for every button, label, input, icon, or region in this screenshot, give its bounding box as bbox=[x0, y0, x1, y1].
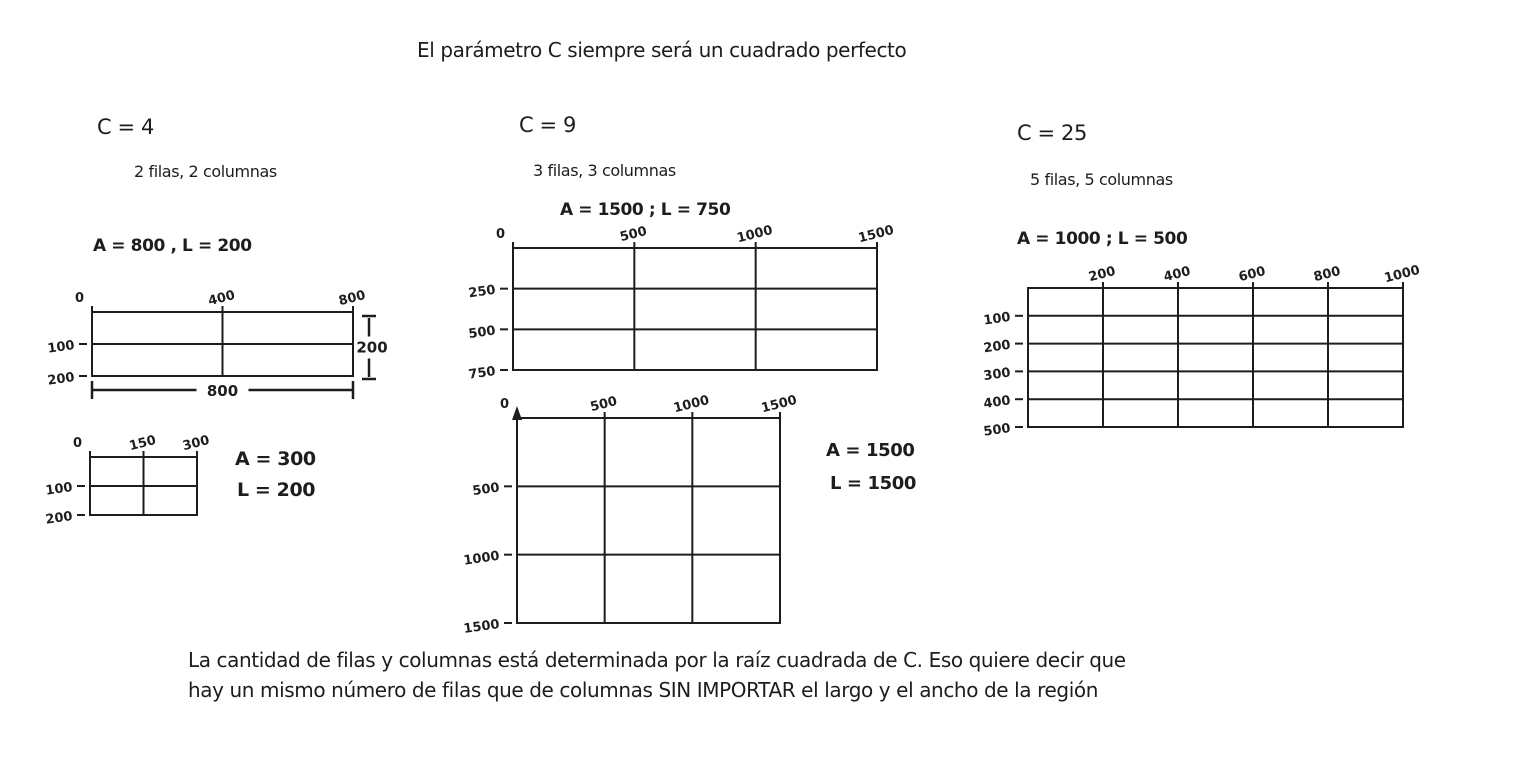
left-axis-label: 1500 bbox=[462, 617, 501, 637]
top-axis-label: 150 bbox=[127, 433, 158, 455]
c4-width-measure bbox=[92, 381, 353, 400]
top-axis-label: 200 bbox=[1087, 264, 1118, 286]
left-axis-label: 100 bbox=[46, 338, 76, 357]
c4-small-length-annotation: L = 200 bbox=[237, 479, 316, 501]
c25-subtitle: 5 filas, 5 columnas bbox=[1030, 170, 1173, 189]
left-axis-label: 100 bbox=[982, 309, 1012, 329]
left-axis-label: 400 bbox=[982, 393, 1012, 412]
c25-grid bbox=[983, 263, 1422, 440]
top-axis-label: 0 bbox=[499, 397, 509, 412]
top-axis-label: 800 bbox=[1312, 264, 1343, 286]
c9-square-length-annotation: L = 1500 bbox=[830, 473, 916, 494]
left-axis-label: 500 bbox=[467, 323, 497, 343]
left-axis-label: 200 bbox=[46, 370, 76, 389]
top-axis-label: 0 bbox=[495, 227, 505, 242]
c9-grid-square bbox=[463, 393, 799, 637]
left-axis-label: 750 bbox=[467, 364, 497, 383]
c4-label: C = 4 bbox=[97, 115, 154, 139]
c4-params: A = 800 , L = 200 bbox=[93, 236, 252, 256]
top-axis-label: 1000 bbox=[735, 222, 775, 247]
top-axis-label: 1000 bbox=[672, 392, 711, 417]
page-title: El parámetro C siempre será un cuadrado perfecto bbox=[417, 38, 907, 62]
left-axis-label: 250 bbox=[467, 282, 497, 302]
top-axis-label: 400 bbox=[1162, 264, 1193, 286]
c9-params: A = 1500 ; L = 750 bbox=[560, 200, 731, 220]
left-axis-label: 200 bbox=[44, 509, 74, 528]
footer-line-1: La cantidad de filas y columnas está determinada por la raíz cuadrada de C. Eso quiere decir que bbox=[188, 648, 1126, 672]
measure-value: 800 bbox=[206, 382, 239, 400]
c25-label: C = 25 bbox=[1017, 121, 1087, 145]
c4-subtitle: 2 filas, 2 columnas bbox=[134, 162, 277, 181]
top-axis-label: 1000 bbox=[1382, 262, 1422, 287]
top-axis-label: 1500 bbox=[759, 392, 799, 417]
top-axis-label: 500 bbox=[588, 394, 619, 416]
c4-height-measure bbox=[356, 316, 387, 379]
c4-grid-main bbox=[47, 288, 368, 389]
top-axis-label: 0 bbox=[72, 436, 82, 451]
left-axis-label: 500 bbox=[471, 480, 501, 500]
grid-outline bbox=[517, 418, 780, 623]
grid-outline bbox=[513, 248, 877, 370]
top-axis-label: 500 bbox=[618, 224, 649, 246]
c25-params: A = 1000 ; L = 500 bbox=[1017, 229, 1188, 249]
c9-square-area-annotation: A = 1500 bbox=[826, 440, 915, 461]
top-axis-label: 600 bbox=[1237, 264, 1268, 286]
axis-origin-arrow-icon bbox=[512, 406, 522, 420]
c9-subtitle: 3 filas, 3 columnas bbox=[533, 161, 676, 180]
grid-outline bbox=[1028, 288, 1403, 427]
footer-line-2: hay un mismo número de filas que de columnas SIN IMPORTAR el largo y el ancho de la región bbox=[188, 678, 1098, 702]
top-axis-label: 800 bbox=[337, 288, 368, 310]
c4-grid-small bbox=[45, 433, 212, 528]
measure-value: 200 bbox=[356, 338, 388, 357]
c9-grid-wide bbox=[468, 223, 896, 383]
left-axis-label: 1000 bbox=[462, 548, 501, 569]
top-axis-label: 1500 bbox=[856, 222, 896, 247]
top-axis-label: 0 bbox=[74, 291, 84, 306]
left-axis-label: 500 bbox=[982, 421, 1012, 440]
left-axis-label: 100 bbox=[44, 480, 74, 499]
left-axis-label: 300 bbox=[982, 365, 1012, 385]
c4-small-area-annotation: A = 300 bbox=[235, 448, 316, 470]
top-axis-label: 300 bbox=[181, 433, 212, 455]
c9-label: C = 9 bbox=[519, 113, 576, 137]
left-axis-label: 200 bbox=[982, 337, 1012, 357]
top-axis-label: 400 bbox=[206, 288, 237, 310]
